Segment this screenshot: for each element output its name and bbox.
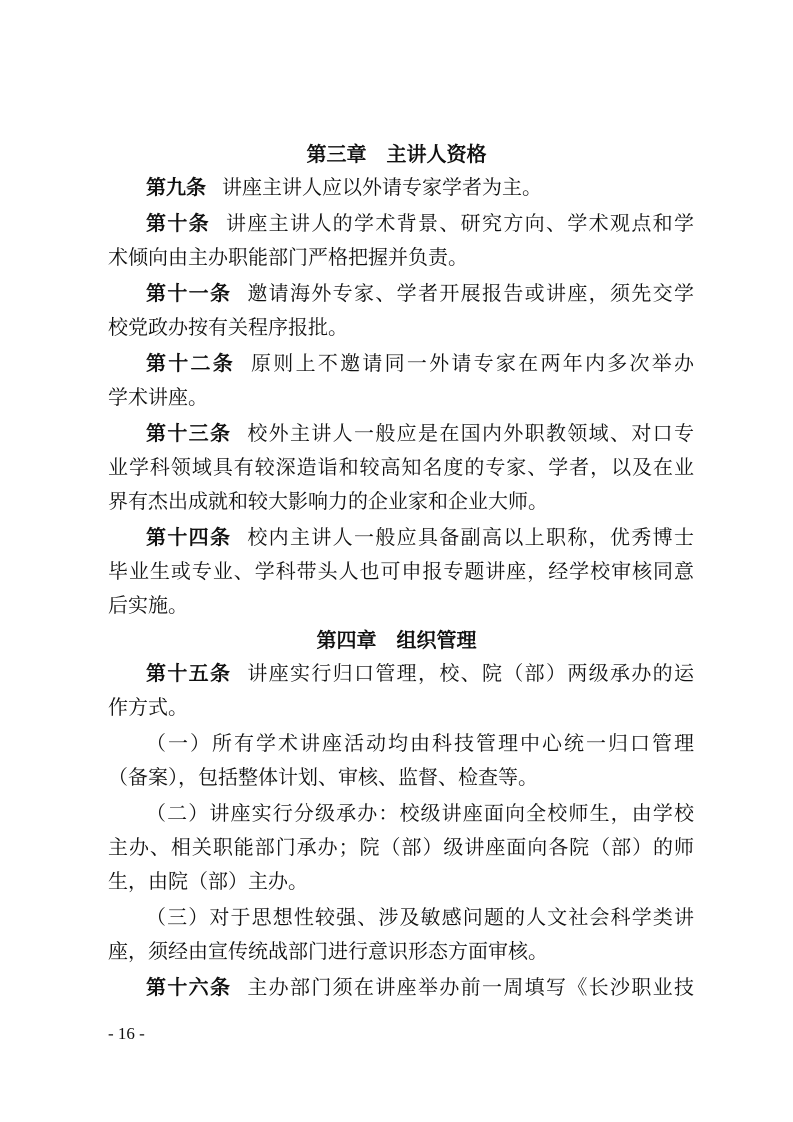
chapter-3-heading: 第三章 主讲人资格 (306, 142, 487, 166)
article-9-line-1 (146, 170, 694, 204)
article-9-text: 讲座主讲人应以外请专家学者为主。 (222, 175, 542, 199)
article-14-text: 校内主讲人一般应具备副高以上职称，优秀博士 (247, 525, 694, 549)
article-13-line-1 (146, 416, 694, 450)
article-10-line-1 (146, 206, 694, 240)
article-11-text: 邀请海外专家、学者开展报告或讲座，须先交学 (247, 281, 694, 305)
article-13-label: 第十三条 (146, 421, 232, 445)
article-12-line-2: 学术讲座。 (108, 385, 208, 409)
item-1-line-1: （一）所有学术讲座活动均由科技管理中心统一归口管理 (146, 731, 694, 755)
article-10-line-2: 术倾向由主办职能部门严格把握并负责。 (108, 245, 468, 269)
article-10-text: 讲座主讲人的学术背景、研究方向、学术观点和学 (226, 211, 694, 235)
article-12-line-1 (146, 346, 694, 380)
article-16-label: 第十六条 (146, 975, 232, 999)
article-11-line-1 (146, 276, 694, 310)
article-13-text: 校外主讲人一般应是在国内外职教领域、对口专 (247, 421, 694, 445)
article-16-line-1 (146, 970, 694, 1004)
article-13-line-3: 界有杰出成就和较大影响力的企业家和企业大师。 (108, 489, 548, 513)
item-2-line-2: 主办、相关职能部门承办；院（部）级讲座面向各院（部）的师 (108, 835, 694, 859)
article-12-label: 第十二条 (146, 351, 236, 375)
article-14-line-1 (146, 520, 694, 554)
item-1-line-2: （备案），包括整体计划、审核、监督、检查等。 (108, 765, 538, 789)
article-16-text: 主办部门须在讲座举办前一周填写《长沙职业技 (247, 975, 694, 999)
item-2-line-3: 生，由院（部）主办。 (108, 869, 308, 893)
chapter-4-heading: 第四章 组织管理 (316, 628, 477, 652)
article-15-text: 讲座实行归口管理，校、院（部）两级承办的运 (247, 661, 694, 685)
page-number: - 16 - (108, 1024, 145, 1043)
article-9-label: 第九条 (146, 175, 206, 199)
item-3-line-2: 座，须经由宣传统战部门进行意识形态方面审核。 (108, 939, 548, 963)
article-11-label: 第十一条 (146, 281, 232, 305)
article-15-line-2: 作方式。 (108, 695, 188, 719)
article-10-label: 第十条 (146, 211, 210, 235)
article-11-line-2: 校党政办按有关程序报批。 (108, 315, 348, 339)
article-14-line-2: 毕业生或专业、学科带头人也可申报专题讲座，经学校审核同意 (108, 559, 694, 583)
article-14-label: 第十四条 (146, 525, 232, 549)
article-12-text: 原则上不邀请同一外请专家在两年内多次举办 (251, 351, 694, 375)
article-15-label: 第十五条 (146, 661, 232, 685)
article-13-line-2: 业学科领域具有较深造诣和较高知名度的专家、学者，以及在业 (108, 455, 694, 479)
item-3-line-1: （三）对于思想性较强、涉及敏感问题的人文社会科学类讲 (146, 905, 694, 929)
article-15-line-1 (146, 656, 694, 690)
item-2-line-1: （二）讲座实行分级承办：校级讲座面向全校师生，由学校 (146, 801, 694, 825)
article-14-line-3: 后实施。 (108, 593, 188, 617)
